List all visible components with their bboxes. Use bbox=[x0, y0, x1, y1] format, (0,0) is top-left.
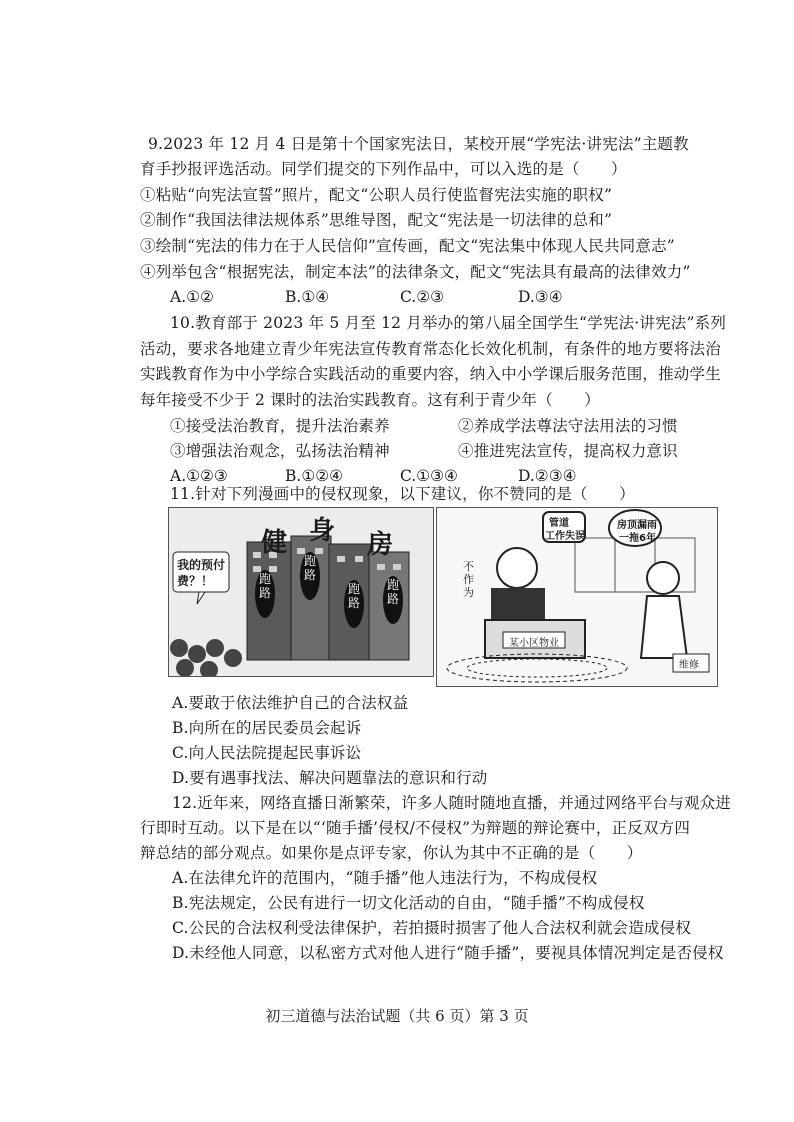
gym-sign-char-3: 房 bbox=[367, 530, 394, 560]
q9-option-d: D.③④ bbox=[518, 288, 563, 306]
q10-option-d: D.②③④ bbox=[518, 467, 577, 485]
roof-sign-line1: 房顶漏雨 bbox=[617, 520, 657, 531]
q9-option-b: B.①④ bbox=[285, 288, 330, 306]
q11-stem: 11.针对下列漫画中的侵权现象，以下建议，你不赞同的是（ ） bbox=[170, 485, 635, 503]
q10-option-c: C.①③④ bbox=[400, 467, 458, 485]
roof-sign-line2: 一拖6年 bbox=[619, 533, 656, 544]
q12-option-d: D.未经他人同意，以私密方式对他人进行“随手播”，要视具体情况判定是否侵权 bbox=[172, 944, 724, 962]
bubble-text-line1: 我的预付 bbox=[177, 558, 226, 572]
q10-item-3: ③增强法治观念，弘扬法治精神 bbox=[170, 442, 390, 460]
q12-stem-line1: 12.近年来，网络直播日渐繁荣，许多人随时随地直播，并通过网络平台与观众进 bbox=[172, 794, 732, 812]
q10-stem-line3: 实践教育作为中小学综合实践活动的重要内容，纳入中小学课后服务范围，推动学生 bbox=[140, 365, 721, 383]
gym-sign-char-2: 身 bbox=[309, 516, 336, 546]
q10-item-4: ④推进宪法宣传，提高权力意识 bbox=[458, 442, 678, 460]
q11-option-d: D.要有遇事找法、解决问题靠法的意识和行动 bbox=[172, 769, 488, 787]
q12-stem-line3: 辩总结的部分观点。如果你是点评专家，你认为其中不正确的是（ ） bbox=[140, 844, 643, 862]
q9-option-a: A.①② bbox=[170, 288, 214, 306]
page-footer: 初三道德与法治试题（共 6 页）第 3 页 bbox=[265, 1007, 529, 1025]
run-label-3: 跑 路 bbox=[348, 582, 361, 610]
desk-label: 某小区物业 bbox=[509, 638, 559, 649]
bubble-text-line2: 费？！ bbox=[177, 574, 214, 588]
run-label-1: 跑 路 bbox=[259, 572, 272, 600]
comic-property bbox=[436, 507, 718, 687]
q9-option-c: C.②③ bbox=[400, 288, 445, 306]
q12-option-c: C.公民的合法权利受法律保护，若拍摄时损害了他人合法权利就会造成侵权 bbox=[172, 919, 692, 937]
q12-option-b: B.宪法规定，公民有进行一切文化活动的自由，“随手播”不构成侵权 bbox=[172, 894, 645, 912]
q10-item-1: ①接受法治教育，提升法治素养 bbox=[170, 417, 390, 435]
q10-stem-line4: 每年接受不少于 2 课时的法治实践教育。这有利于青少年（ ） bbox=[140, 391, 600, 409]
q10-stem-line1: 10.教育部于 2023 年 5 月至 12 月举办的第八届全国学生“学宪法·讲宪法”系列 bbox=[170, 314, 727, 332]
comic-gym bbox=[168, 507, 434, 677]
gym-sign-char-1: 健 bbox=[261, 528, 288, 558]
q12-option-a: A.在法律允许的范围内，“随手播”他人违法行为，不构成侵权 bbox=[172, 869, 598, 887]
q9-item-2: ②制作“我国法律法规体系”思维导图，配文“宪法是一切法律的总和” bbox=[140, 211, 613, 229]
q9-stem-line1: 9.2023 年 12 月 4 日是第十个国家宪法日，某校开展“学宪法·讲宪法”主题教 bbox=[148, 135, 689, 153]
q9-item-1: ①粘贴“向宪法宣誓”照片，配文“公职人员行使监督宪法实施的职权” bbox=[140, 186, 613, 204]
q9-item-4: ④列举包含“根据宪法，制定本法”的法律条文，配文“宪法具有最高的法律效力” bbox=[140, 263, 691, 281]
q10-item-2: ②养成学法尊法守法用法的习惯 bbox=[458, 417, 678, 435]
q12-stem-line2: 行即时互动。以下是在以“‘随手播’侵权/不侵权”为辩题的辩论赛中，正反双方四 bbox=[140, 819, 691, 837]
q11-option-b: B.向所在的居民委员会起诉 bbox=[172, 719, 362, 737]
pipe-sign-line2: 工作失误 bbox=[545, 531, 585, 542]
inaction-label: 不作为 bbox=[463, 560, 474, 599]
q9-stem-line2: 育手抄报评选活动。同学们提交的下列作品中，可以入选的是（ ） bbox=[140, 160, 627, 178]
q10-option-a: A.①②③ bbox=[170, 467, 228, 485]
q10-stem-line2: 活动，要求各地建立青少年宪法宣传教育常态化长效化机制，有条件的地方要将法治 bbox=[140, 340, 721, 358]
q9-item-3: ③绘制“宪法的伟力在于人民信仰”宣传画，配文“宪法集中体现人民共同意志” bbox=[140, 237, 675, 255]
repair-label: 维修 bbox=[679, 660, 699, 671]
run-label-2: 跑 路 bbox=[304, 554, 317, 582]
q11-option-c: C.向人民法院提起民事诉讼 bbox=[172, 744, 362, 762]
q10-option-b: B.①②④ bbox=[285, 467, 344, 485]
pipe-sign-line1: 管道 bbox=[549, 518, 569, 529]
q11-option-a: A.要敢于依法维护自己的合法权益 bbox=[172, 694, 409, 712]
run-label-4: 跑 路 bbox=[387, 578, 400, 606]
